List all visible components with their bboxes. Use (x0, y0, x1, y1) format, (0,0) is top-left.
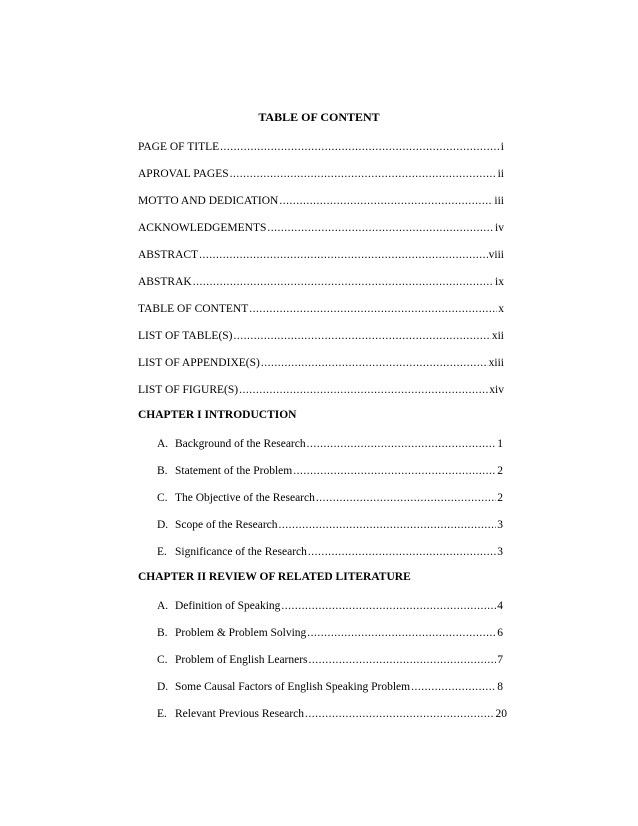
leader-dots (305, 707, 494, 721)
leader-dots (267, 221, 494, 235)
toc-entry-label: TABLE OF CONTENT (138, 303, 249, 315)
toc-entry-page: ii (497, 168, 504, 180)
toc-entry (138, 248, 504, 262)
chapter-heading: CHAPTER I INTRODUCTION (138, 409, 297, 421)
section-letter: B. (157, 627, 168, 639)
toc-section (157, 707, 507, 721)
toc-section-page: 3 (497, 519, 503, 531)
toc-section-page: 20 (495, 708, 507, 720)
toc-section (157, 653, 503, 667)
toc-entry-page: xiv (489, 384, 504, 396)
leader-dots (261, 356, 488, 370)
toc-section (157, 626, 503, 640)
leader-dots (309, 653, 497, 667)
leader-dots (193, 275, 494, 289)
leader-dots (307, 626, 496, 640)
toc-entry-page: x (498, 303, 504, 315)
toc-entry-label: ABSTRACT (138, 249, 199, 261)
toc-section (157, 680, 503, 694)
toc-section-label: Definition of Speaking (175, 600, 281, 612)
toc-section-label: Statement of the Problem (175, 465, 293, 477)
leader-dots (234, 329, 491, 343)
leader-dots (308, 545, 496, 559)
section-letter: A. (157, 438, 169, 450)
toc-entry (138, 383, 504, 397)
toc-entry-label: APROVAL PAGES (138, 168, 229, 180)
leader-dots (411, 680, 496, 694)
section-letter: C. (157, 654, 168, 666)
toc-section-page: 3 (497, 546, 503, 558)
leader-dots (281, 599, 496, 613)
section-letter: D. (157, 519, 169, 531)
leader-dots (220, 140, 500, 154)
toc-section-label: Some Causal Factors of English Speaking Problem (175, 681, 411, 693)
toc-section (157, 437, 503, 451)
toc-entry-page: xii (491, 330, 504, 342)
toc-section-page: 1 (497, 438, 503, 450)
leader-dots (249, 302, 497, 316)
toc-section-label: Significance of the Research (175, 546, 307, 558)
leader-dots (307, 437, 497, 451)
page-title: TABLE OF CONTENT (258, 110, 380, 124)
toc-entry (138, 194, 504, 208)
toc-section-label: Relevant Previous Research (175, 708, 305, 720)
toc-section-label: Problem & Problem Solving (175, 627, 307, 639)
toc-section-label: Problem of English Learners (175, 654, 308, 666)
toc-entry-page: iii (494, 195, 504, 207)
section-letter: A. (157, 600, 169, 612)
toc-entry-label: ABSTRAK (138, 276, 192, 288)
toc-section (157, 491, 503, 505)
section-letter: E. (157, 546, 167, 558)
toc-entry-label: MOTTO AND DEDICATION (138, 195, 279, 207)
toc-section-label: Scope of the Research (175, 519, 278, 531)
section-letter: D. (157, 681, 169, 693)
toc-entry-label: PAGE OF TITLE (138, 141, 220, 153)
toc-entry-page: xiii (488, 357, 504, 369)
toc-section (157, 599, 503, 613)
toc-section (157, 518, 503, 532)
toc-entry-label: LIST OF TABLE(S) (138, 330, 233, 342)
toc-entry (138, 329, 504, 343)
toc-section-page: 2 (497, 492, 503, 504)
toc-entry-label: LIST OF FIGURE(S) (138, 384, 239, 396)
toc-section-page: 7 (497, 654, 503, 666)
toc-entry (138, 356, 504, 370)
toc-section (157, 545, 503, 559)
toc-entry (138, 302, 504, 316)
leader-dots (293, 464, 496, 478)
toc-entry (138, 221, 504, 235)
chapter-heading: CHAPTER II REVIEW OF RELATED LITERATURE (138, 571, 411, 583)
section-letter: C. (157, 492, 168, 504)
toc-entry-label: ACKNOWLEDGEMENTS (138, 222, 267, 234)
toc-section-label: The Objective of the Research (175, 492, 315, 504)
leader-dots (239, 383, 488, 397)
toc-entry-page: viii (488, 249, 504, 261)
toc-section (157, 464, 503, 478)
leader-dots (279, 194, 493, 208)
toc-section-page: 6 (497, 627, 503, 639)
toc-entry (138, 167, 504, 181)
leader-dots (230, 167, 497, 181)
toc-entry-page: i (500, 141, 504, 153)
toc-entry-label: LIST OF APPENDIXE(S) (138, 357, 260, 369)
section-letter: E. (157, 708, 167, 720)
toc-entry-page: iv (495, 222, 504, 234)
section-letter: B. (157, 465, 168, 477)
leader-dots (199, 248, 488, 262)
toc-section-label: Background of the Research (175, 438, 306, 450)
toc-entry-page: ix (495, 276, 504, 288)
toc-entry (138, 140, 504, 154)
toc-section-page: 4 (497, 600, 503, 612)
toc-section-page: 8 (497, 681, 503, 693)
leader-dots (316, 491, 496, 505)
toc-entry (138, 275, 504, 289)
toc-section-page: 2 (497, 465, 503, 477)
leader-dots (279, 518, 497, 532)
